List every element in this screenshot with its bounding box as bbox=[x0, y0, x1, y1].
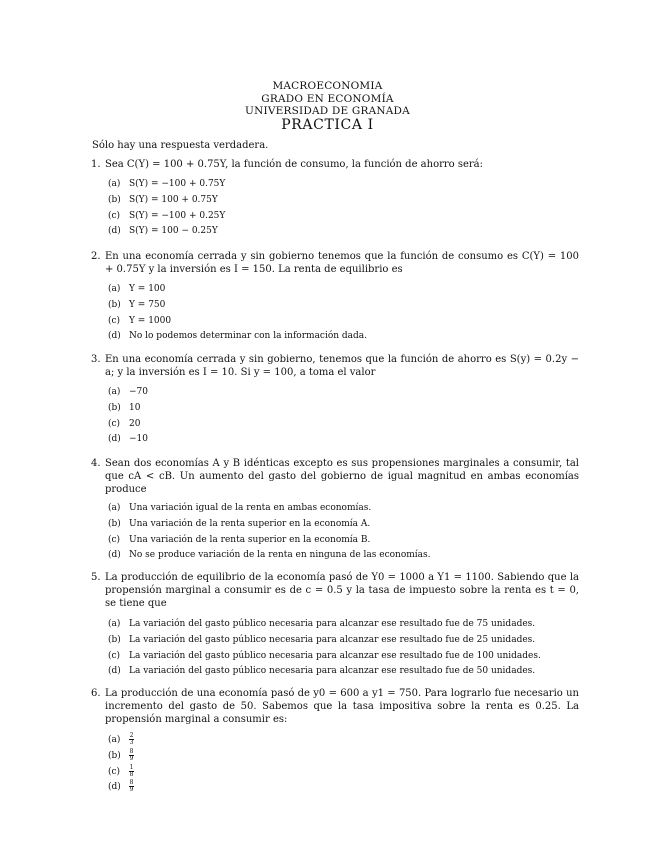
option: (c) Y = 1000 bbox=[108, 315, 172, 326]
question-number: 1. bbox=[91, 159, 101, 170]
option: (c) S(Y) = −100 + 0.25Y bbox=[108, 210, 226, 221]
question-1-options bbox=[108, 177, 225, 240]
question-6-options bbox=[108, 733, 134, 796]
option: (a) $\frac{2}{3}$ bbox=[108, 732, 134, 746]
question-number: 4. bbox=[91, 458, 101, 469]
option: (b) Y = 750 bbox=[108, 299, 166, 310]
question-stem: Sea C(Y) = 100 + 0.75Y, la función de consumo, la función de ahorro será: bbox=[105, 159, 484, 170]
question-3-options bbox=[108, 385, 148, 448]
option: (d) No se produce variación de la renta en ninguna de las economías. bbox=[108, 550, 431, 561]
question-5 bbox=[91, 571, 579, 610]
option: (c) La variación del gasto público necesaria para alcanzar ese resultado fue de 100 unidades. bbox=[108, 650, 541, 661]
question-6 bbox=[91, 687, 579, 726]
question-number: 6. bbox=[91, 688, 101, 699]
option: (d) La variación del gasto público necesaria para alcanzar ese resultado fue de 50 unidades. bbox=[108, 666, 536, 677]
option: (b) Una variación de la renta superior en la economía A. bbox=[108, 518, 371, 529]
fraction: $\frac{1}{8}$ bbox=[129, 763, 134, 778]
question-number: 5. bbox=[91, 572, 101, 583]
question-2 bbox=[91, 250, 579, 276]
option: (d) −10 bbox=[108, 434, 148, 445]
option: (d) No lo podemos determinar con la información dada. bbox=[108, 331, 368, 342]
option: (b) S(Y) = 100 + 0.75Y bbox=[108, 194, 218, 205]
question-3 bbox=[91, 353, 579, 379]
document-header bbox=[0, 80, 655, 133]
option: (b) La variación del gasto público necesaria para alcanzar ese resultado fue de 25 unidades. bbox=[108, 634, 536, 645]
option: (a) Una variación igual de la renta en ambas economías. bbox=[108, 503, 372, 513]
question-stem: La producción de equilibrio de la economía pasó de Y0 = 1000 a Y1 = 1100. Sabiendo que la propensión marginal a consumir es de c = 0.5 y la tasa de impuesto sobre la renta es t = 0, se tiene que bbox=[105, 572, 579, 609]
practice-title: PRACTICA I bbox=[281, 116, 374, 133]
option: (a) −70 bbox=[108, 387, 148, 397]
question-number: 2. bbox=[91, 251, 101, 262]
option: (a) La variación del gasto público necesaria para alcanzar ese resultado fue de 75 unidades. bbox=[108, 619, 536, 629]
question-stem: La producción de una economía pasó de y0 = 600 a y1 = 750. Para lograrlo fue necesario un incremento del gasto de 50. Sabemos que la tasa impositiva sobre la renta es 0.25. La propensión marginal a consumir es: bbox=[105, 688, 579, 725]
option: (c) $\frac{1}{8}$ bbox=[108, 763, 134, 778]
question-number: 3. bbox=[91, 354, 101, 365]
option: (b) 10 bbox=[108, 402, 141, 413]
option: (a) Y = 100 bbox=[108, 284, 166, 294]
question-2-options bbox=[108, 282, 367, 345]
course-title: MACROECONOMIA bbox=[272, 80, 383, 92]
option: (c) Una variación de la renta superior en la economía B. bbox=[108, 534, 371, 545]
option: (c) 20 bbox=[108, 418, 141, 429]
question-stem: En una economía cerrada y sin gobierno tenemos que la función de consumo es C(Y) = 100 + 0.75Y y la inversión es I = 150. La renta de equilibrio es bbox=[105, 251, 579, 275]
question-stem: Sean dos economías A y B idénticas excepto es sus propensiones marginales a consumir, tal que cA < cB. Un aumento del gasto del gobierno de igual magnitud en ambas economías produce bbox=[105, 458, 579, 495]
option: (d) S(Y) = 100 − 0.25Y bbox=[108, 226, 218, 237]
option: (d) $\frac{8}{9}$ bbox=[108, 779, 134, 794]
fraction: $\frac{8}{9}$ bbox=[129, 779, 134, 794]
question-4-options bbox=[108, 501, 431, 564]
question-4 bbox=[91, 457, 579, 496]
degree-title: GRADO EN ECONOMÍA bbox=[261, 92, 394, 105]
instructions: Sólo hay una respuesta verdadera. bbox=[92, 140, 269, 151]
option: (b) $\frac{8}{9}$ bbox=[108, 747, 134, 762]
fraction: $\frac{8}{9}$ bbox=[129, 747, 134, 762]
question-5-options bbox=[108, 617, 541, 680]
question-1 bbox=[91, 158, 579, 171]
question-stem: En una economía cerrada y sin gobierno, tenemos que la función de ahorro es S(y) = 0.2y − a; y la inversión es I = 10. Si y = 100, a toma el valor bbox=[105, 354, 579, 378]
option: (a) S(Y) = −100 + 0.75Y bbox=[108, 179, 226, 189]
fraction: $\frac{2}{3}$ bbox=[129, 732, 134, 746]
university-title: UNIVERSIDAD DE GRANADA bbox=[245, 105, 410, 117]
